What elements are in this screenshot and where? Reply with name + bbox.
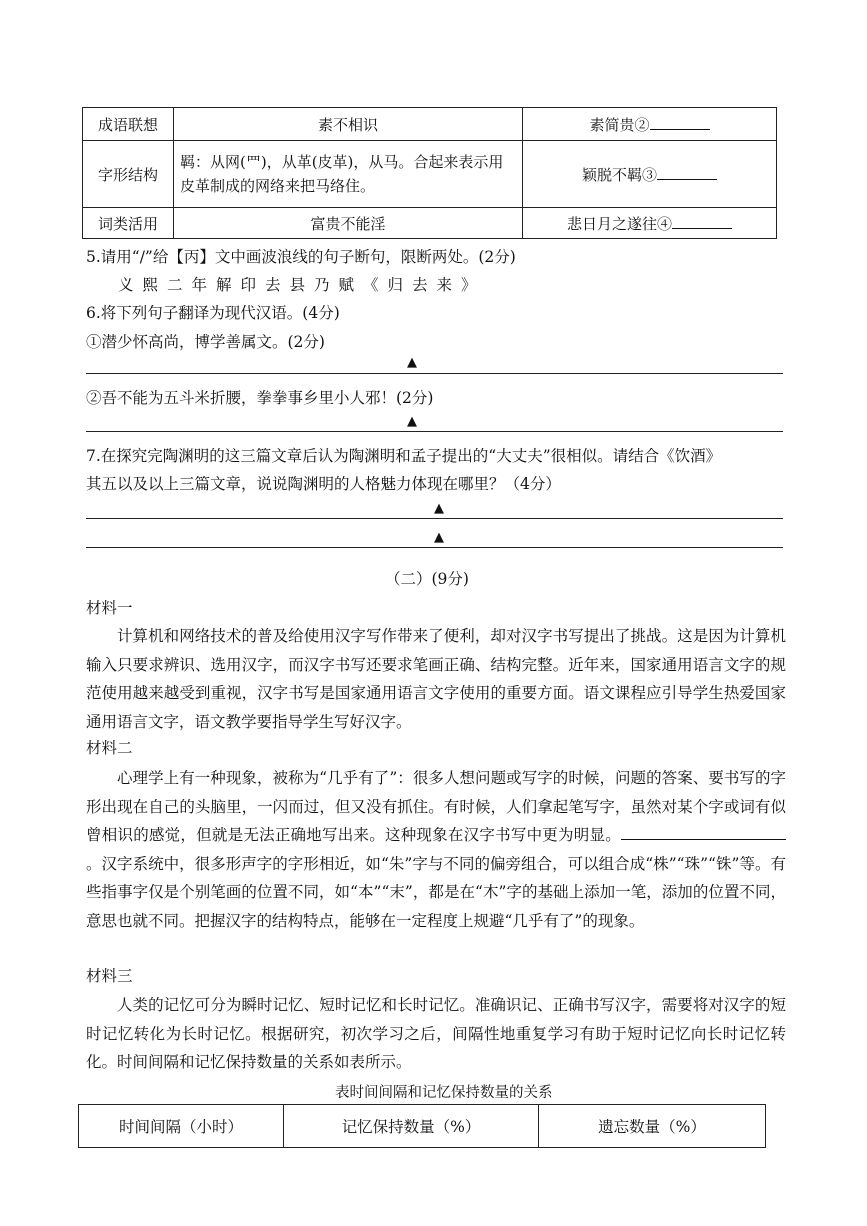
table-caption: 表时间间隔和记忆保持数量的关系: [335, 1085, 553, 1101]
question-6: 6.将下列句子翻译为现代汉语。(4分): [86, 304, 340, 322]
answer-blank: [672, 214, 732, 229]
header-memory-retained: 记忆保持数量（%）: [284, 1105, 539, 1148]
question-cell: 颖脱不羁③: [523, 141, 777, 208]
translate-sentence-1: ①潜少怀高尚，博学善属文。(2分): [86, 333, 325, 351]
header-time-interval: 时间间隔（小时）: [79, 1105, 284, 1148]
table-row: [83, 208, 777, 239]
answer-marker: ▲: [434, 530, 444, 545]
question-7-line-1: 7.在探究完陶渊明的这三篇文章后认为陶渊明和孟子提出的“大丈夫”很相似。请结合《饮酒》: [86, 447, 722, 465]
table-row: [83, 141, 777, 208]
fill-blank: [621, 823, 786, 840]
row-label: 成语联想: [83, 108, 174, 141]
question-7-line-2: 其五以及以上三篇文章，说说陶渊明的人格魅力体现在哪里？（4分）: [86, 475, 561, 493]
answer-line: [86, 373, 783, 374]
idiom-table: [82, 107, 777, 239]
punctuation-sentence: 义熙二年解印去县乃赋《归去来》: [118, 276, 486, 294]
answer-marker: ▲: [407, 355, 417, 370]
example-cell: 素不相识: [174, 108, 523, 141]
question-5: 5.请用“/”给【丙】文中画波浪线的句子断句，限断两处。(2分): [86, 248, 516, 266]
example-cell: 富贵不能淫: [174, 208, 523, 239]
material-1-text: 计算机和网络技术的普及给使用汉字写作带来了便利，却对汉字书写提出了挑战。这是因为计算机输入只要求辨识、选用汉字，而汉字书写还要求笔画正确、结构完整。近年来，国家通用语言文字的规范使用越来越受到重视，汉字书写是国家通用语言文字使用的重要方面。语文课程应引导学生热爱国家通用语言文字，语文教学要指导学生写好汉字。: [86, 627, 786, 731]
question-cell: 素简贵②: [523, 108, 777, 141]
answer-line: [86, 431, 783, 432]
table-row: [83, 108, 777, 141]
answer-blank: [650, 115, 710, 130]
memory-table: [78, 1104, 766, 1148]
answer-line: [86, 518, 783, 519]
material-2-title: 材料二: [86, 739, 133, 757]
section-title: （二）(9分): [385, 570, 469, 588]
example-cell: 羁：从网(罒)，从革(皮革)，从马。合起来表示用皮革制成的网络来把马络住。: [174, 141, 523, 208]
answer-marker: ▲: [434, 501, 444, 516]
material-3-text: 人类的记忆可分为瞬时记忆、短时记忆和长时记忆。准确识记、正确书写汉字，需要将对汉字的短时记忆转化为长时记忆。根据研究，初次学习之后，间隔性地重复学习有助于短时记忆向长时记忆转化。时间间隔和记忆保持数量的关系如表所示。: [86, 996, 786, 1071]
material-1-title: 材料一: [86, 599, 133, 617]
translate-sentence-2: ②吾不能为五斗米折腰，拳拳事乡里小人邪！(2分): [86, 389, 434, 407]
row-label: 词类活用: [83, 208, 174, 239]
answer-marker: ▲: [407, 414, 417, 429]
row-label: 字形结构: [83, 141, 174, 208]
answer-line: [86, 547, 783, 548]
question-cell: 悲日月之遂往④: [523, 208, 777, 239]
header-forgotten: 遗忘数量（%）: [539, 1105, 766, 1148]
material-2-text: 心理学上有一种现象，被称为“几乎有了”：很多人想问题或写字的时候，问题的答案、要书写的字形出现在自己的头脑里，一闪而过，但又没有抓住。有时候，人们拿起笔写字，虽然对某个字或词有似曾相识的感觉，但就是无法正确地写出来。这种现象在汉字书写中更为明显。。汉字系统中，很多形声字的字形相近，如“朱”字与不同的偏旁组合，可以组合成“株”“珠”“铢”等。有些指事字仅是个别笔画的位置不同，如“本”“末”，都是在“木”字的基础上添加一笔，添加的位置不同，意思也就不同。把握汉字的结构特点，能够在一定程度上规避“几乎有了”的现象。: [86, 769, 786, 930]
table-header-row: [79, 1105, 766, 1148]
answer-blank: [657, 165, 717, 180]
material-3-title: 材料三: [86, 967, 133, 985]
